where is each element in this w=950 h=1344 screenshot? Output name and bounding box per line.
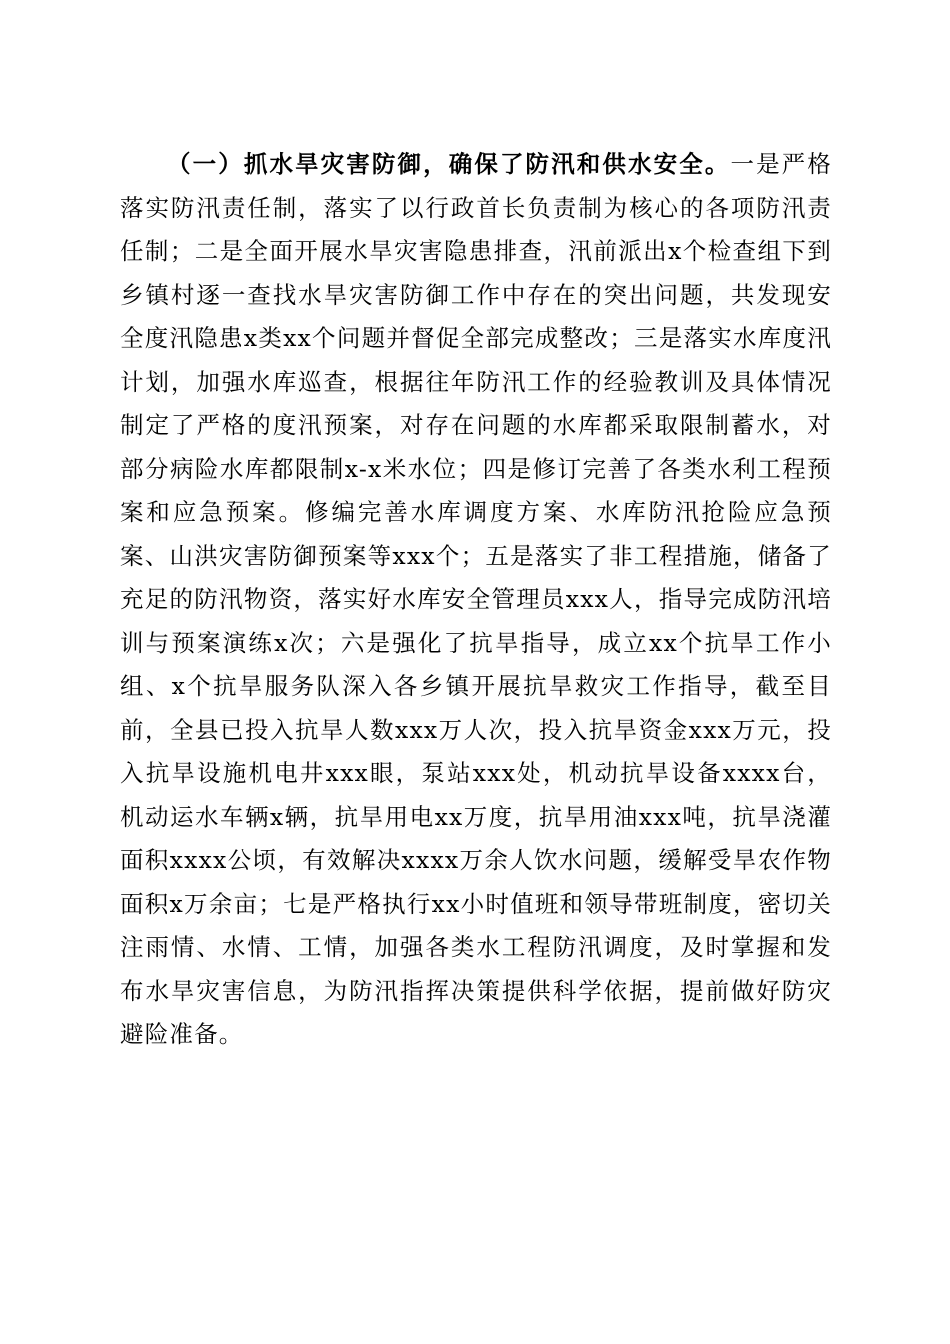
paragraph-text: 一是严格落实防汛责任制，落实了以行政首长负责制为核心的各项防汛责任制；二是全面开展水旱灾害隐患排查，汛前派出x个检查组下到乡镇村逐一查找水旱灾害防御工作中存在的突出问题，共发现安全度汛隐患x类xx个问题并督促全部完成整改；三是落实水库度汛计划，加强水库巡查，根据往年防汛工作的经验教训及具体情况制定了严格的度汛预案，对存在问题的水库都采取限制蓄水，对部分病险水库都限制x-x米水位；四是修订完善了各类水利工程预案和应急预案。修编完善水库调度方案、水库防汛抢险应急预案、山洪灾害防御预案等xxx个；五是落实了非工程措施，储备了充足的防汛物资，落实好水库安全管理员xxx人，指导完成防汛培训与预案演练x次；六是强化了抗旱指导，成立xx个抗旱工作小组、x个抗旱服务队深入各乡镇开展抗旱救灾工作指导，截至目前，全县已投入抗旱人数xxx万人次，投入抗旱资金xxx万元，投入抗旱设施机电井xxx眼，泵站xxx处，机动抗旱设备xxxx台，机动运水车辆x辆，抗旱用电xx万度，抗旱用油xxx吨，抗旱浇灌面积xxxx公顷，有效解决xxxx万余人饮水问题，缓解受旱农作物面积x万余亩；七是严格执行xx小时值班和领导带班制度，密切关注雨情、水情、工情，加强各类水工程防汛调度，及时掌握和发布水旱灾害信息，为防汛指挥决策提供科学依据，提前做好防灾避险准备。 bbox=[120, 150, 832, 1048]
body-paragraph bbox=[120, 143, 832, 1057]
section-heading: （一）抓水旱灾害防御，确保了防汛和供水安全。 bbox=[167, 150, 731, 178]
